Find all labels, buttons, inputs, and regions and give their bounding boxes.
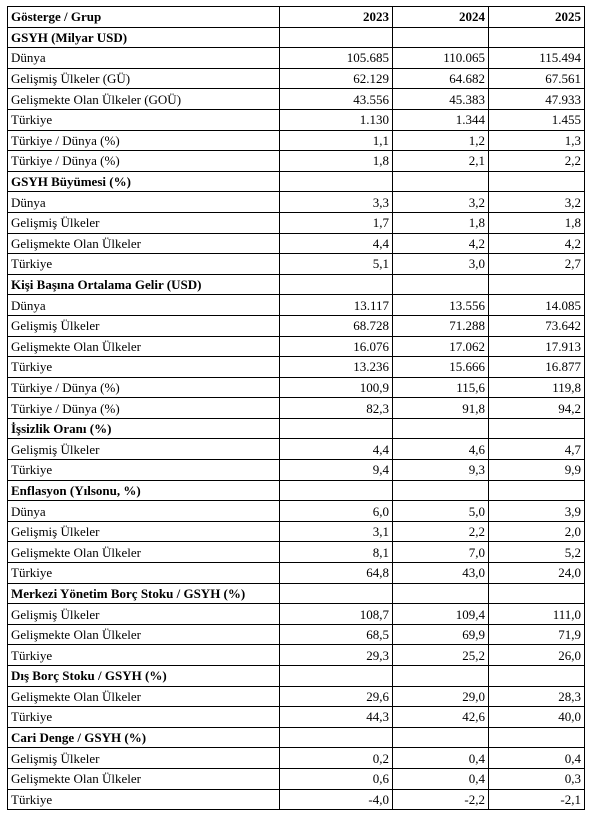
value-cell-2024: 1,2 — [393, 130, 489, 151]
value-cell-2025: 2,7 — [489, 254, 585, 275]
value-cell-2024: 13.556 — [393, 295, 489, 316]
table-row — [8, 460, 585, 481]
value-cell-2025: 26,0 — [489, 645, 585, 666]
empty-cell — [489, 583, 585, 604]
value-cell-2023: 4,4 — [280, 233, 393, 254]
value-cell-2024: 42,6 — [393, 707, 489, 728]
value-cell-2025: 16.877 — [489, 357, 585, 378]
value-cell-2024: 91,8 — [393, 398, 489, 419]
value-cell-2024: 115,6 — [393, 377, 489, 398]
header-year-2025: 2025 — [489, 7, 585, 28]
empty-cell — [393, 480, 489, 501]
value-cell-2023: 9,4 — [280, 460, 393, 481]
value-cell-2023: 1,1 — [280, 130, 393, 151]
empty-cell — [280, 274, 393, 295]
row-label: Gelişmiş Ülkeler — [8, 521, 280, 542]
table-row — [8, 89, 585, 110]
value-cell-2023: 1.130 — [280, 109, 393, 130]
value-cell-2025: 17.913 — [489, 336, 585, 357]
empty-cell — [280, 480, 393, 501]
table-row — [8, 233, 585, 254]
value-cell-2024: 110.065 — [393, 48, 489, 69]
value-cell-2024: 3,0 — [393, 254, 489, 275]
value-cell-2025: 0,3 — [489, 768, 585, 789]
empty-cell — [393, 418, 489, 439]
empty-cell — [489, 171, 585, 192]
value-cell-2025: 1,3 — [489, 130, 585, 151]
table-row — [8, 604, 585, 625]
table-row — [8, 315, 585, 336]
value-cell-2023: 0,2 — [280, 748, 393, 769]
table-row — [8, 377, 585, 398]
value-cell-2025: 94,2 — [489, 398, 585, 419]
indicator-table — [7, 6, 585, 810]
row-label: Türkiye — [8, 789, 280, 810]
table-row — [8, 789, 585, 810]
row-label: Türkiye — [8, 109, 280, 130]
value-cell-2024: -2,2 — [393, 789, 489, 810]
empty-cell — [393, 171, 489, 192]
value-cell-2023: 1,7 — [280, 212, 393, 233]
value-cell-2025: 4,7 — [489, 439, 585, 460]
table-row — [8, 212, 585, 233]
value-cell-2023: 62.129 — [280, 68, 393, 89]
section-title: Kişi Başına Ortalama Gelir (USD) — [8, 274, 280, 295]
row-label: Dünya — [8, 192, 280, 213]
value-cell-2025: 4,2 — [489, 233, 585, 254]
value-cell-2025: 115.494 — [489, 48, 585, 69]
value-cell-2023: 4,4 — [280, 439, 393, 460]
table-row — [8, 295, 585, 316]
row-label: Gelişmekte Olan Ülkeler — [8, 768, 280, 789]
value-cell-2024: 9,3 — [393, 460, 489, 481]
value-cell-2023: 6,0 — [280, 501, 393, 522]
value-cell-2023: 3,3 — [280, 192, 393, 213]
table-row — [8, 151, 585, 172]
value-cell-2024: 69,9 — [393, 624, 489, 645]
value-cell-2025: 73.642 — [489, 315, 585, 336]
table-row — [8, 254, 585, 275]
value-cell-2024: 71.288 — [393, 315, 489, 336]
row-label: Gelişmekte Olan Ülkeler — [8, 624, 280, 645]
value-cell-2025: 119,8 — [489, 377, 585, 398]
row-label: Gelişmiş Ülkeler — [8, 315, 280, 336]
section-header-row — [8, 274, 585, 295]
table-row — [8, 48, 585, 69]
row-label: Gelişmekte Olan Ülkeler — [8, 686, 280, 707]
value-cell-2024: 45.383 — [393, 89, 489, 110]
value-cell-2023: 64,8 — [280, 563, 393, 584]
empty-cell — [280, 583, 393, 604]
row-label: Gelişmiş Ülkeler (GÜ) — [8, 68, 280, 89]
value-cell-2023: 44,3 — [280, 707, 393, 728]
empty-cell — [393, 666, 489, 687]
value-cell-2025: -2,1 — [489, 789, 585, 810]
empty-cell — [489, 27, 585, 48]
value-cell-2023: 13.236 — [280, 357, 393, 378]
empty-cell — [280, 171, 393, 192]
value-cell-2024: 64.682 — [393, 68, 489, 89]
value-cell-2024: 4,6 — [393, 439, 489, 460]
value-cell-2024: 2,2 — [393, 521, 489, 542]
value-cell-2025: 47.933 — [489, 89, 585, 110]
section-header-row — [8, 727, 585, 748]
value-cell-2023: 0,6 — [280, 768, 393, 789]
table-row — [8, 542, 585, 563]
row-label: Gelişmiş Ülkeler — [8, 212, 280, 233]
row-label: Gelişmekte Olan Ülkeler — [8, 336, 280, 357]
value-cell-2025: 9,9 — [489, 460, 585, 481]
empty-cell — [280, 27, 393, 48]
empty-cell — [280, 666, 393, 687]
empty-cell — [393, 274, 489, 295]
value-cell-2023: 29,6 — [280, 686, 393, 707]
value-cell-2025: 3,9 — [489, 501, 585, 522]
value-cell-2025: 1.455 — [489, 109, 585, 130]
value-cell-2024: 3,2 — [393, 192, 489, 213]
row-label: Gelişmekte Olan Ülkeler (GOÜ) — [8, 89, 280, 110]
table-row — [8, 563, 585, 584]
table-row — [8, 130, 585, 151]
value-cell-2025: 0,4 — [489, 748, 585, 769]
empty-cell — [489, 666, 585, 687]
value-cell-2023: 68.728 — [280, 315, 393, 336]
value-cell-2024: 0,4 — [393, 748, 489, 769]
value-cell-2023: 108,7 — [280, 604, 393, 625]
section-header-row — [8, 480, 585, 501]
value-cell-2025: 3,2 — [489, 192, 585, 213]
value-cell-2025: 2,0 — [489, 521, 585, 542]
value-cell-2025: 1,8 — [489, 212, 585, 233]
section-title: Cari Denge / GSYH (%) — [8, 727, 280, 748]
row-label: Dünya — [8, 48, 280, 69]
row-label: Gelişmekte Olan Ülkeler — [8, 233, 280, 254]
row-label: Türkiye / Dünya (%) — [8, 151, 280, 172]
section-header-row — [8, 583, 585, 604]
value-cell-2025: 5,2 — [489, 542, 585, 563]
section-title: Enflasyon (Yılsonu, %) — [8, 480, 280, 501]
value-cell-2023: 43.556 — [280, 89, 393, 110]
table-row — [8, 768, 585, 789]
section-header-row — [8, 418, 585, 439]
value-cell-2024: 15.666 — [393, 357, 489, 378]
value-cell-2024: 1.344 — [393, 109, 489, 130]
row-label: Türkiye — [8, 460, 280, 481]
value-cell-2023: 29,3 — [280, 645, 393, 666]
value-cell-2025: 111,0 — [489, 604, 585, 625]
value-cell-2023: 8,1 — [280, 542, 393, 563]
table-row — [8, 521, 585, 542]
section-title: GSYH (Milyar USD) — [8, 27, 280, 48]
table-row — [8, 645, 585, 666]
empty-cell — [393, 727, 489, 748]
value-cell-2024: 2,1 — [393, 151, 489, 172]
value-cell-2023: 16.076 — [280, 336, 393, 357]
value-cell-2024: 43,0 — [393, 563, 489, 584]
table-row — [8, 439, 585, 460]
value-cell-2023: 13.117 — [280, 295, 393, 316]
section-title: Merkezi Yönetim Borç Stoku / GSYH (%) — [8, 583, 280, 604]
value-cell-2025: 40,0 — [489, 707, 585, 728]
row-label: Gelişmiş Ülkeler — [8, 748, 280, 769]
table-row — [8, 501, 585, 522]
table-row — [8, 68, 585, 89]
value-cell-2024: 17.062 — [393, 336, 489, 357]
value-cell-2023: 100,9 — [280, 377, 393, 398]
header-year-2023: 2023 — [280, 7, 393, 28]
value-cell-2024: 25,2 — [393, 645, 489, 666]
section-title: GSYH Büyümesi (%) — [8, 171, 280, 192]
value-cell-2023: 105.685 — [280, 48, 393, 69]
table-row — [8, 707, 585, 728]
table-row — [8, 357, 585, 378]
value-cell-2025: 24,0 — [489, 563, 585, 584]
row-label: Türkiye — [8, 357, 280, 378]
empty-cell — [489, 418, 585, 439]
value-cell-2025: 28,3 — [489, 686, 585, 707]
value-cell-2023: 3,1 — [280, 521, 393, 542]
value-cell-2023: 5,1 — [280, 254, 393, 275]
empty-cell — [393, 27, 489, 48]
section-header-row — [8, 666, 585, 687]
value-cell-2023: 1,8 — [280, 151, 393, 172]
section-header-row — [8, 171, 585, 192]
value-cell-2023: 68,5 — [280, 624, 393, 645]
table-row — [8, 192, 585, 213]
value-cell-2024: 5,0 — [393, 501, 489, 522]
row-label: Dünya — [8, 501, 280, 522]
section-title: Dış Borç Stoku / GSYH (%) — [8, 666, 280, 687]
value-cell-2024: 7,0 — [393, 542, 489, 563]
value-cell-2024: 29,0 — [393, 686, 489, 707]
empty-cell — [489, 480, 585, 501]
header-year-2024: 2024 — [393, 7, 489, 28]
value-cell-2025: 2,2 — [489, 151, 585, 172]
row-label: Türkiye — [8, 645, 280, 666]
row-label: Türkiye — [8, 254, 280, 275]
table-row — [8, 748, 585, 769]
row-label: Türkiye — [8, 707, 280, 728]
header-indicator-group: Gösterge / Grup — [8, 7, 280, 28]
indicator-table-body — [8, 7, 585, 810]
empty-cell — [393, 583, 489, 604]
table-row — [8, 109, 585, 130]
empty-cell — [280, 418, 393, 439]
value-cell-2025: 71,9 — [489, 624, 585, 645]
empty-cell — [280, 727, 393, 748]
row-label: Türkiye / Dünya (%) — [8, 377, 280, 398]
value-cell-2025: 67.561 — [489, 68, 585, 89]
section-header-row — [8, 27, 585, 48]
value-cell-2024: 109,4 — [393, 604, 489, 625]
row-label: Gelişmiş Ülkeler — [8, 439, 280, 460]
value-cell-2025: 14.085 — [489, 295, 585, 316]
empty-cell — [489, 274, 585, 295]
row-label: Türkiye — [8, 563, 280, 584]
table-row — [8, 398, 585, 419]
row-label: Gelişmiş Ülkeler — [8, 604, 280, 625]
section-title: İşsizlik Oranı (%) — [8, 418, 280, 439]
row-label: Gelişmekte Olan Ülkeler — [8, 542, 280, 563]
value-cell-2023: 82,3 — [280, 398, 393, 419]
table-header-row — [8, 7, 585, 28]
value-cell-2024: 0,4 — [393, 768, 489, 789]
value-cell-2024: 4,2 — [393, 233, 489, 254]
table-row — [8, 686, 585, 707]
value-cell-2024: 1,8 — [393, 212, 489, 233]
row-label: Dünya — [8, 295, 280, 316]
table-row — [8, 336, 585, 357]
row-label: Türkiye / Dünya (%) — [8, 130, 280, 151]
value-cell-2023: -4,0 — [280, 789, 393, 810]
table-row — [8, 624, 585, 645]
empty-cell — [489, 727, 585, 748]
row-label: Türkiye / Dünya (%) — [8, 398, 280, 419]
